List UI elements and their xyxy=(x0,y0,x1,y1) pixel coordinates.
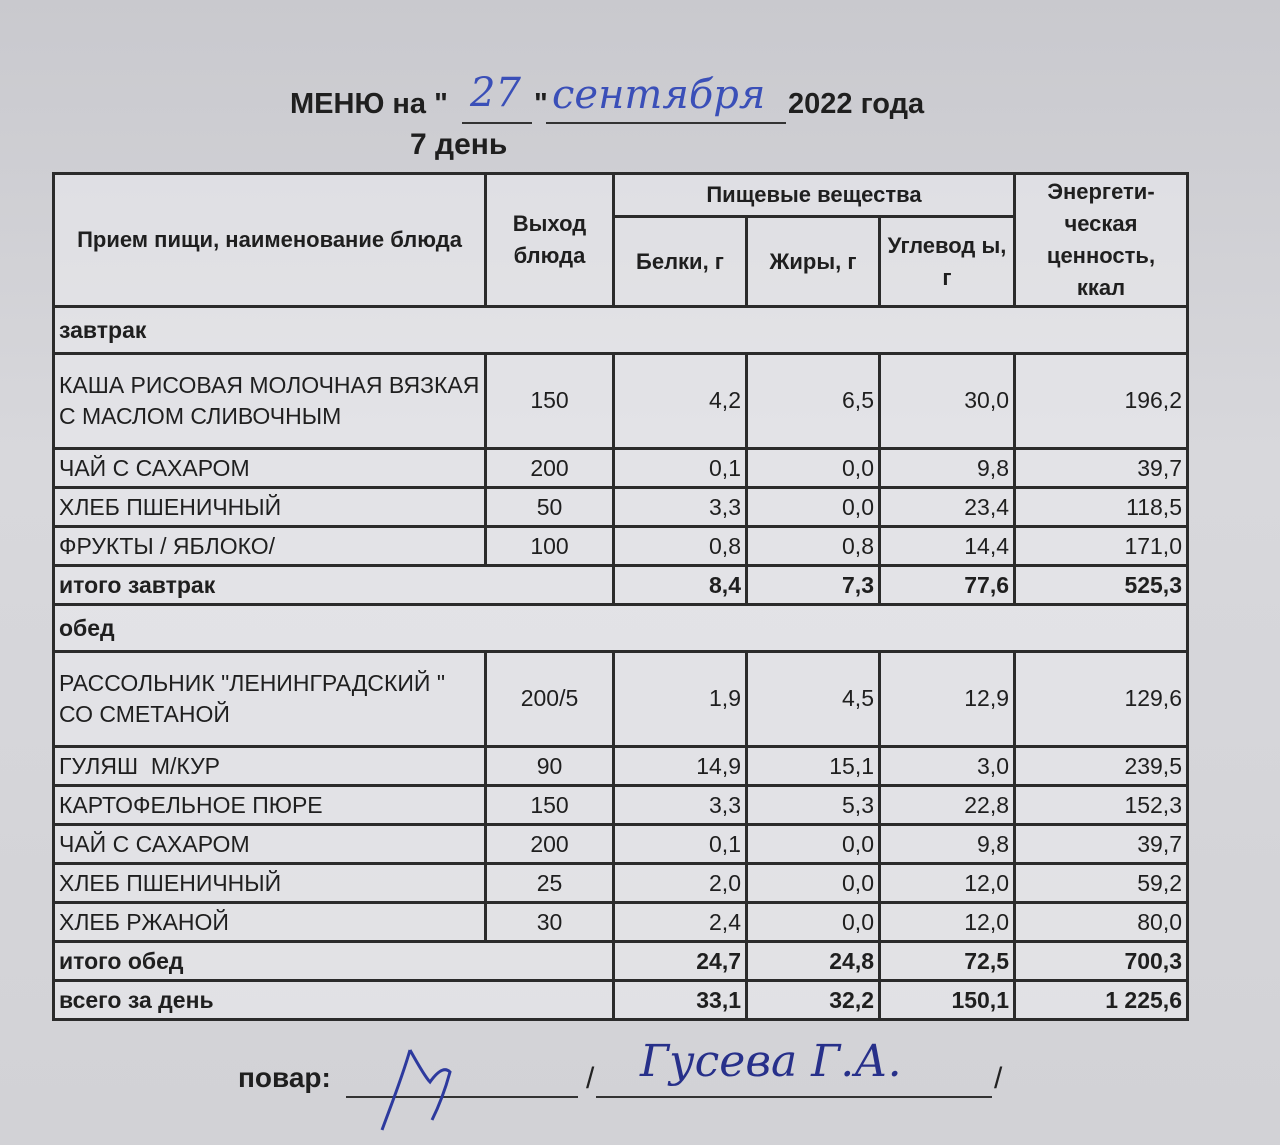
dish-carbs: 23,4 xyxy=(880,488,1015,527)
header-row xyxy=(54,174,1188,217)
dish-protein: 2,4 xyxy=(614,903,747,942)
dish-carbs: 12,9 xyxy=(880,652,1015,747)
dish-carbs: 12,0 xyxy=(880,864,1015,903)
dish-carbs: 3,0 xyxy=(880,747,1015,786)
section-label: завтрак xyxy=(54,307,1188,354)
dish-kcal: 80,0 xyxy=(1015,903,1188,942)
dish-protein: 0,1 xyxy=(614,825,747,864)
total-row-day xyxy=(54,981,1188,1020)
cook-label: повар: xyxy=(238,1062,331,1093)
day-total-carbs: 150,1 xyxy=(880,981,1015,1020)
table-row xyxy=(54,825,1188,864)
table-row xyxy=(54,747,1188,786)
table-row xyxy=(54,449,1188,488)
total-kcal: 700,3 xyxy=(1015,942,1188,981)
dish-carbs: 30,0 xyxy=(880,354,1015,449)
dish-name: ЧАЙ С САХАРОМ xyxy=(54,825,486,864)
dish-yield: 150 xyxy=(486,786,614,825)
total-row-breakfast xyxy=(54,566,1188,605)
separator-slash: / xyxy=(994,1062,1003,1095)
table-row xyxy=(54,652,1188,747)
dish-kcal: 59,2 xyxy=(1015,864,1188,903)
dish-protein: 14,9 xyxy=(614,747,747,786)
dish-fat: 5,3 xyxy=(747,786,880,825)
day-total-kcal: 1 225,6 xyxy=(1015,981,1188,1020)
total-carbs: 72,5 xyxy=(880,942,1015,981)
dish-name: КАРТОФЕЛЬНОЕ ПЮРЕ xyxy=(54,786,486,825)
header-carbs: Углевод ы, г xyxy=(880,217,1015,307)
section-row-lunch xyxy=(54,605,1188,652)
day-label: 7 день xyxy=(410,128,508,161)
title-day-number: 27 xyxy=(470,70,521,116)
dish-protein: 3,3 xyxy=(614,786,747,825)
dish-protein: 2,0 xyxy=(614,864,747,903)
header-protein: Белки, г xyxy=(614,217,747,307)
section-row-breakfast xyxy=(54,307,1188,354)
dish-carbs: 9,8 xyxy=(880,825,1015,864)
total-kcal: 525,3 xyxy=(1015,566,1188,605)
dish-fat: 0,0 xyxy=(747,864,880,903)
dish-protein: 4,2 xyxy=(614,354,747,449)
dish-fat: 0,0 xyxy=(747,825,880,864)
title-month: сентября xyxy=(552,72,766,118)
dish-fat: 0,0 xyxy=(747,903,880,942)
dish-kcal: 152,3 xyxy=(1015,786,1188,825)
header-nutrients: Пищевые вещества xyxy=(614,174,1015,217)
dish-yield: 90 xyxy=(486,747,614,786)
day-total-label: всего за день xyxy=(54,981,614,1020)
table-row xyxy=(54,527,1188,566)
dish-carbs: 9,8 xyxy=(880,449,1015,488)
dish-fat: 6,5 xyxy=(747,354,880,449)
dish-name: ХЛЕБ ПШЕНИЧНЫЙ xyxy=(54,488,486,527)
table-row xyxy=(54,354,1188,449)
dish-protein: 0,1 xyxy=(614,449,747,488)
dish-kcal: 39,7 xyxy=(1015,449,1188,488)
dish-name: КАША РИСОВАЯ МОЛОЧНАЯ ВЯЗКАЯ С МАСЛОМ СЛИВОЧНЫМ xyxy=(54,354,486,449)
dish-yield: 150 xyxy=(486,354,614,449)
table-row xyxy=(54,786,1188,825)
total-protein: 24,7 xyxy=(614,942,747,981)
header-energy: Энергети-ческая ценность, ккал xyxy=(1015,174,1188,307)
header-meal: Прием пищи, наименование блюда xyxy=(54,174,486,307)
dish-name: ФРУКТЫ / ЯБЛОКО/ xyxy=(54,527,486,566)
day-total-protein: 33,1 xyxy=(614,981,747,1020)
total-fat: 7,3 xyxy=(747,566,880,605)
dish-protein: 1,9 xyxy=(614,652,747,747)
header-yield: Выход блюда xyxy=(486,174,614,307)
dish-yield: 200 xyxy=(486,449,614,488)
dish-kcal: 118,5 xyxy=(1015,488,1188,527)
dish-yield: 30 xyxy=(486,903,614,942)
dish-name: ГУЛЯШ М/КУР xyxy=(54,747,486,786)
cook-signature xyxy=(380,1038,490,1138)
dish-yield: 200/5 xyxy=(486,652,614,747)
dish-name: ХЛЕБ ПШЕНИЧНЫЙ xyxy=(54,864,486,903)
dish-fat: 0,0 xyxy=(747,488,880,527)
table-row xyxy=(54,488,1188,527)
title-suffix: 2022 года xyxy=(788,88,925,120)
separator-slash: / xyxy=(586,1062,595,1095)
total-row-lunch xyxy=(54,942,1188,981)
total-fat: 24,8 xyxy=(747,942,880,981)
title-prefix: МЕНЮ на " xyxy=(290,88,448,120)
menu-title xyxy=(290,70,990,130)
dish-yield: 25 xyxy=(486,864,614,903)
total-carbs: 77,6 xyxy=(880,566,1015,605)
header-fat: Жиры, г xyxy=(747,217,880,307)
dish-protein: 3,3 xyxy=(614,488,747,527)
cook-name: Гусева Г.А. xyxy=(640,1036,902,1087)
dish-kcal: 171,0 xyxy=(1015,527,1188,566)
menu-table xyxy=(52,172,1189,1021)
day-underline xyxy=(462,122,532,124)
dish-fat: 0,8 xyxy=(747,527,880,566)
dish-name: ХЛЕБ РЖАНОЙ xyxy=(54,903,486,942)
dish-yield: 100 xyxy=(486,527,614,566)
dish-fat: 0,0 xyxy=(747,449,880,488)
dish-protein: 0,8 xyxy=(614,527,747,566)
section-label: обед xyxy=(54,605,1188,652)
dish-carbs: 22,8 xyxy=(880,786,1015,825)
total-protein: 8,4 xyxy=(614,566,747,605)
dish-fat: 15,1 xyxy=(747,747,880,786)
name-underline xyxy=(596,1096,992,1098)
day-total-fat: 32,2 xyxy=(747,981,880,1020)
dish-kcal: 239,5 xyxy=(1015,747,1188,786)
total-label: итого обед xyxy=(54,942,614,981)
table-row xyxy=(54,864,1188,903)
dish-name: РАССОЛЬНИК "ЛЕНИНГРАДСКИЙ " СО СМЕТАНОЙ xyxy=(54,652,486,747)
dish-name: ЧАЙ С САХАРОМ xyxy=(54,449,486,488)
title-quote: " xyxy=(534,88,548,120)
dish-carbs: 12,0 xyxy=(880,903,1015,942)
dish-kcal: 196,2 xyxy=(1015,354,1188,449)
dish-yield: 50 xyxy=(486,488,614,527)
table-row xyxy=(54,903,1188,942)
total-label: итого завтрак xyxy=(54,566,614,605)
month-underline xyxy=(546,122,786,124)
dish-yield: 200 xyxy=(486,825,614,864)
dish-kcal: 39,7 xyxy=(1015,825,1188,864)
dish-carbs: 14,4 xyxy=(880,527,1015,566)
dish-kcal: 129,6 xyxy=(1015,652,1188,747)
dish-fat: 4,5 xyxy=(747,652,880,747)
